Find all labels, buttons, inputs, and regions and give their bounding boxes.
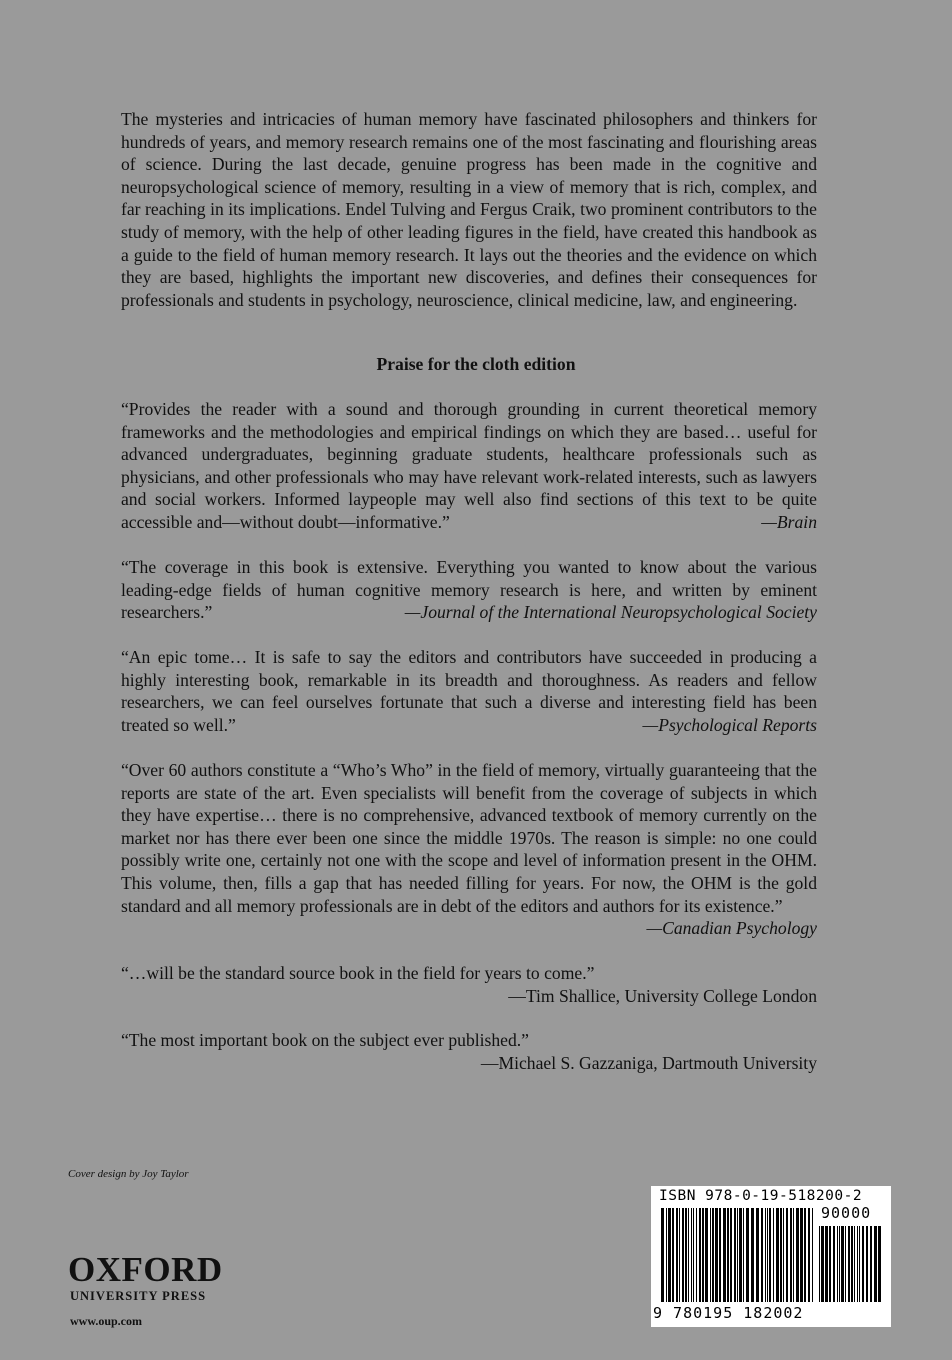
review-quote-brain [121, 398, 817, 534]
barcode-bar [696, 1208, 697, 1302]
quote-text [121, 646, 817, 736]
barcode-bar [808, 1208, 810, 1302]
barcode-bar [710, 1208, 711, 1302]
barcode-bar [776, 1208, 779, 1302]
quote-source: —Journal of the International Neuropsychological Society [404, 602, 817, 623]
barcode-bar [800, 1208, 803, 1302]
quote-text: “The most important book on the subject ever published.” [121, 1030, 529, 1050]
quote-source: —Michael S. Gazzaniga, Dartmouth University [480, 1052, 817, 1073]
barcode-bar [833, 1226, 835, 1302]
barcode-bar [765, 1208, 766, 1302]
barcode-bar [702, 1208, 704, 1302]
cover-design-credit: Cover design by Joy Taylor [68, 1168, 189, 1180]
barcode-bar [746, 1208, 749, 1302]
barcode-bar [723, 1208, 726, 1302]
praise-heading: Praise for the cloth edition [376, 354, 576, 374]
review-quote-psych-reports [121, 646, 817, 736]
barcode-bar [783, 1208, 784, 1302]
barcode-bar [829, 1226, 831, 1302]
barcode-bar [730, 1208, 732, 1302]
barcode-bar [780, 1208, 782, 1302]
barcode-bar [804, 1208, 806, 1302]
quote-source: —Brain [761, 511, 817, 532]
quote-body: “An epic tome… It is safe to say the editors and contributors have succeeded in producing a highly interesting book, remarkable in its breadth and thoroughness. As readers and fellow researchers, we can feel ourselves fortunate that such a diverse and interesting field has been treated so well.” [121, 647, 817, 735]
barcode-bar [737, 1208, 738, 1302]
review-quote-jins [121, 556, 817, 624]
price-addon-number: 90000 [821, 1204, 872, 1222]
quote-source: —Tim Shallice, University College London [508, 985, 817, 1006]
quote-body: “Provides the reader with a sound and thorough grounding in current theoretical memory frameworks and the methodologies and empirical findings on which they are based… useful for advanced undergraduates, beginning graduate students, healthcare professionals such as physicians, and other professionals who may have relevant work-related interests, such as lawyers and social workers. Informed laypeople may well also find sections of this text to be quite accessible and—without doubt—informative.” [121, 399, 817, 532]
barcode-bar [672, 1208, 674, 1302]
publisher-subtitle: UNIVERSITY PRESS [70, 1289, 207, 1303]
barcode-bar [739, 1208, 742, 1302]
barcode-bar [712, 1208, 714, 1302]
barcode-bar [854, 1226, 855, 1302]
barcode-bar [719, 1208, 721, 1302]
review-quote-shallice [121, 962, 817, 1007]
review-quote-gazzaniga [121, 1029, 817, 1074]
isbn-barcode [651, 1186, 891, 1327]
barcode-bar [773, 1208, 774, 1302]
quote-text [121, 759, 817, 939]
barcode-bar [859, 1226, 860, 1302]
barcode-bar [874, 1226, 877, 1302]
barcode-bar [734, 1208, 736, 1302]
barcode-bar [668, 1208, 671, 1302]
barcode-bar [679, 1208, 680, 1302]
barcode-bar [841, 1226, 844, 1302]
barcode-bar [769, 1208, 771, 1302]
barcode-bar [851, 1226, 853, 1302]
barcode-bar [786, 1208, 788, 1302]
review-quote-canadian-psych [121, 759, 817, 940]
barcode-bar [691, 1208, 692, 1302]
barcode-bar [767, 1208, 768, 1302]
barcode-bar [661, 1208, 664, 1302]
barcode-bar [676, 1208, 678, 1302]
barcode-bar [756, 1208, 759, 1302]
quote-body: “Over 60 authors constitute a “Who’s Who” in the field of memory, virtually guaranteeing that the reports are state of the art. Even specialists will benefit from the coverage of subjects in which they have expertise… there is no comprehensive, advanced textbook of memory currently on the market nor has there ever been one since the middle 1970s. The reason is simple: no one could possibly write one, certainly not one with the scope and level of information present in the OHM. This volume, then, fills a gap that has needed filling for years. For now, the OHM is the gold standard and all memory professionals are in debt of the editors and authors for its existence.” [121, 760, 817, 916]
barcode-bar [705, 1208, 708, 1302]
description-paragraph: The mysteries and intricacies of human memory have fascinated philosophers and thinkers for hundreds of years, and memory research remains one of the most fascinating and flourishing areas of science. During the last decade, genuine progress has been made in the cognitive and neuropsychological science of memory, resulting in a view of memory that is rich, complex, and far reaching in its implications. Endel Tulving and Fergus Craik, two prominent contributors to the study of memory, with the help of other leading figures in the field, have created this handbook as a guide to the field of human memory research. It lays out the theories and the evidence on which they are based, highlights the important new discoveries, and defines their consequences for professionals and students in psychology, neuroscience, clinical medicine, law, and engineering. [121, 109, 817, 310]
barcode-bar [848, 1226, 850, 1302]
barcode-bar [819, 1226, 820, 1302]
quote-text [121, 556, 817, 624]
barcode-bar [790, 1208, 792, 1302]
quote-body: “The coverage in this book is extensive. Everything you wanted to know about the various leading-edge fields of human cognitive memory research is here, and written by eminent researchers.” [121, 557, 817, 623]
barcode-bar [793, 1208, 794, 1302]
quote-text: “…will be the standard source book in the field for years to come.” [121, 963, 595, 983]
barcode-bar [699, 1208, 701, 1302]
publisher-logo: OXFORD [68, 1250, 223, 1289]
isbn-number: ISBN 978-0-19-518200-2 [659, 1188, 863, 1204]
barcode-bar [857, 1226, 858, 1302]
quote-source: —Psychological Reports [642, 714, 817, 735]
barcode-bar [743, 1208, 744, 1302]
quote-source: —Canadian Psychology [646, 918, 817, 939]
publisher-url[interactable]: www.oup.com [70, 1314, 143, 1328]
barcode-bar [796, 1208, 799, 1302]
barcode-bar [837, 1226, 838, 1302]
barcode-bar [870, 1226, 872, 1302]
book-description [121, 108, 817, 311]
barcode-bar [821, 1226, 824, 1302]
barcode-bar [825, 1226, 828, 1302]
barcode-bar [682, 1208, 684, 1302]
barcode-bar [688, 1208, 689, 1302]
barcode-bar [878, 1226, 881, 1302]
barcode-bar [727, 1208, 729, 1302]
addon-barcode-bars [819, 1226, 881, 1302]
ean-digits: 9 780195 182002 [653, 1304, 804, 1322]
ean-barcode-bars [661, 1208, 813, 1302]
barcode-bar [693, 1208, 694, 1302]
quote-text [121, 398, 817, 534]
barcode-bar [862, 1226, 864, 1302]
barcode-bar [845, 1226, 846, 1302]
barcode-bar [685, 1208, 687, 1302]
barcode-bar [751, 1208, 754, 1302]
barcode-bar [715, 1208, 718, 1302]
barcode-bar [812, 1208, 813, 1302]
barcode-bar [839, 1226, 840, 1302]
barcode-bar [761, 1208, 763, 1302]
barcode-bar [866, 1226, 868, 1302]
barcode-bar [666, 1208, 667, 1302]
